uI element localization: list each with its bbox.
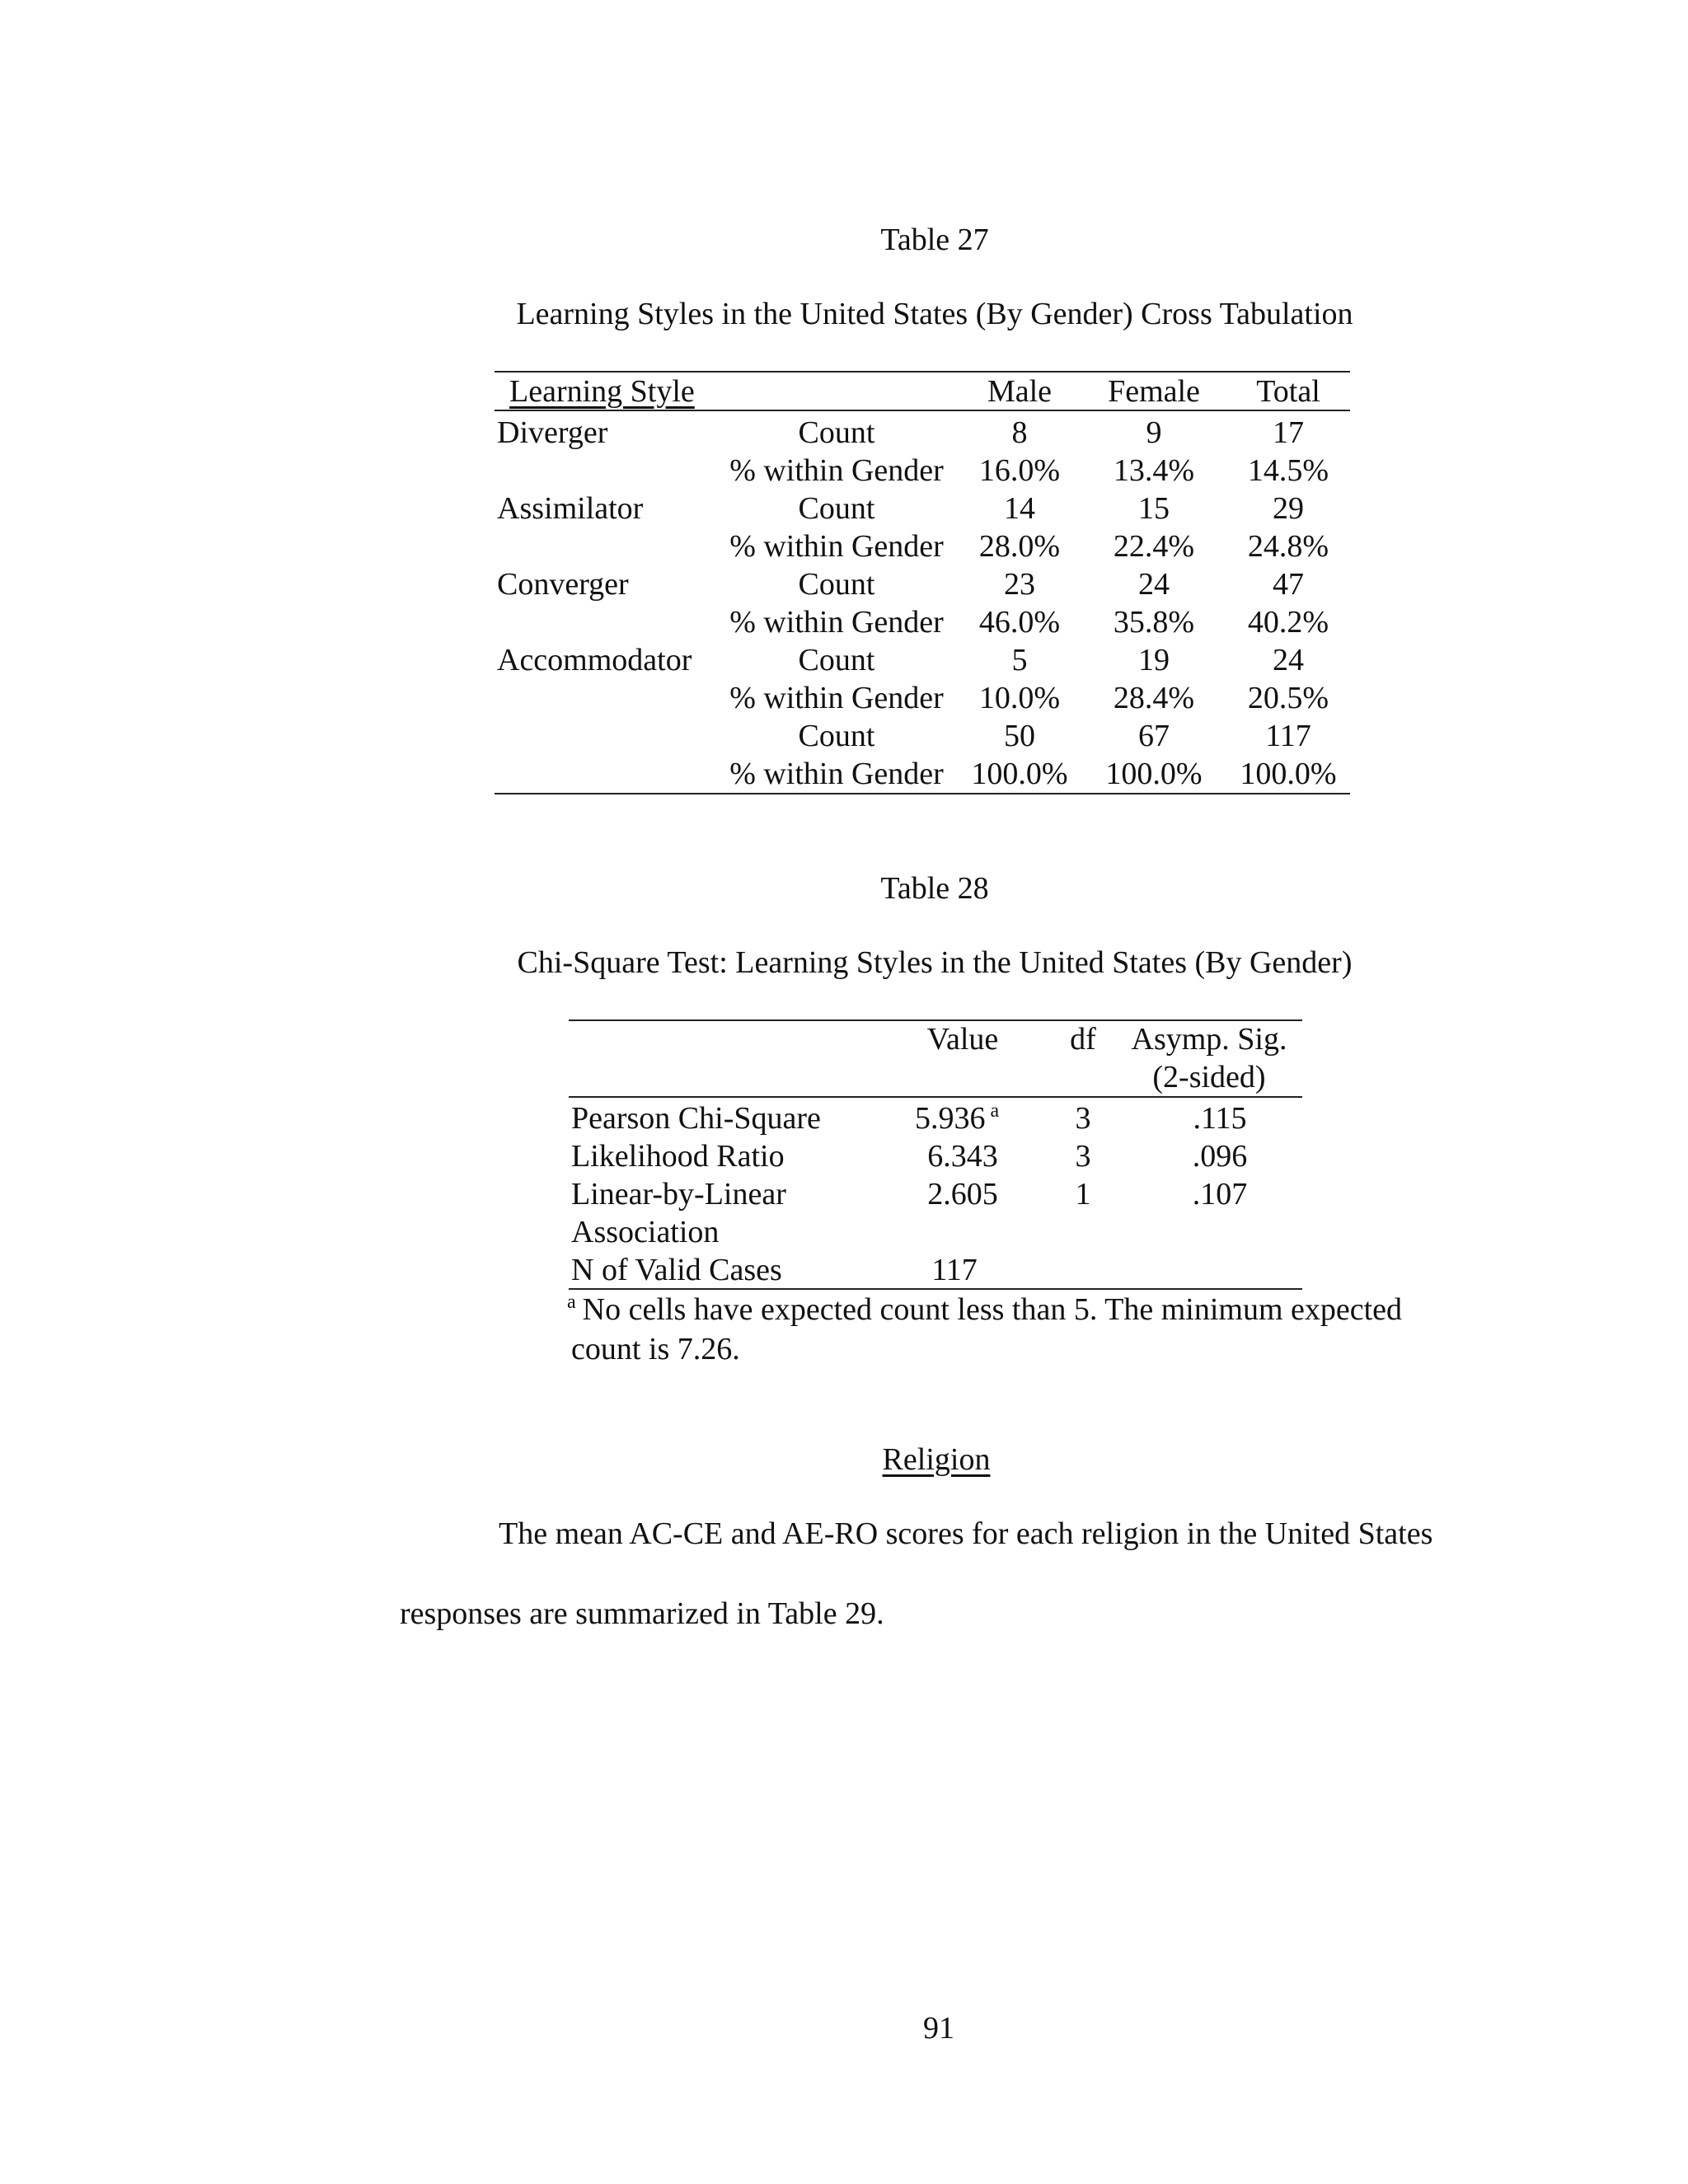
- table28-header-rule: [569, 1096, 1302, 1098]
- body-paragraph-line1: The mean AC-CE and AE-RO scores for each religion in the United States: [499, 1516, 1433, 1551]
- table27-total: 117: [1265, 719, 1311, 753]
- table27-stat: Count: [798, 415, 875, 450]
- table27-total: 100.0%: [1240, 757, 1337, 791]
- table28-label: Likelihood Ratio: [571, 1139, 785, 1174]
- table27-stat: % within Gender: [729, 757, 944, 791]
- table27-female: 35.8%: [1113, 605, 1195, 640]
- table27-stat: Count: [798, 567, 875, 602]
- table28-label: Linear-by-Linear: [571, 1177, 786, 1212]
- table28-sig: .107: [1192, 1177, 1248, 1212]
- table27-male: 16.0%: [978, 453, 1061, 488]
- table27-male: 28.0%: [978, 529, 1061, 564]
- table27-male: 50: [1004, 719, 1035, 753]
- section-heading: Religion: [882, 1442, 991, 1477]
- table27-header-learning-style: Learning Style: [509, 374, 695, 409]
- table28-footnote-line2: count is 7.26.: [571, 1332, 740, 1366]
- table27-total: 40.2%: [1247, 605, 1329, 640]
- table27-male: 5: [1011, 643, 1028, 677]
- table27-stat: Count: [798, 491, 875, 526]
- table28-header-df: df: [1070, 1022, 1096, 1057]
- table27-female: 15: [1138, 491, 1170, 526]
- table27-style: Accommodator: [497, 643, 692, 677]
- table27-style: Assimilator: [497, 491, 644, 526]
- table28-sig: .115: [1193, 1101, 1247, 1136]
- table28-df: 3: [1075, 1139, 1091, 1174]
- table28-bottom-rule: [569, 1288, 1302, 1290]
- table27-female: 9: [1146, 415, 1162, 450]
- table27-total: 14.5%: [1247, 453, 1329, 488]
- table28-df: 1: [1075, 1177, 1091, 1212]
- footnote-marker: a: [567, 1291, 576, 1313]
- table27-female: 28.4%: [1113, 681, 1195, 715]
- table28-header-sig-line1: Asymp. Sig.: [1131, 1022, 1287, 1057]
- table27-style: Converger: [497, 567, 629, 602]
- table27-stat: % within Gender: [729, 605, 944, 640]
- table27-female: 19: [1138, 643, 1170, 677]
- table28-label: N of Valid Cases: [571, 1253, 782, 1287]
- table28-value: 6.343: [927, 1139, 998, 1174]
- table27-male: 46.0%: [978, 605, 1061, 640]
- table27-female: 24: [1138, 567, 1170, 602]
- table28-footnote: $^a$ No cells have expected count less than 5. The minimum expected: [567, 1291, 1403, 1327]
- table28-value: 117: [931, 1253, 978, 1287]
- table28-title: Table 28: [880, 871, 989, 906]
- table28-label: Pearson Chi-Square: [571, 1101, 821, 1136]
- body-paragraph-line2: responses are summarized in Table 29.: [400, 1596, 884, 1631]
- table27-female: 22.4%: [1113, 529, 1195, 564]
- table27-stat: % within Gender: [729, 453, 944, 488]
- table27-stat: % within Gender: [729, 681, 944, 715]
- table28-value: 5.936 $^a$: [915, 1100, 1000, 1136]
- table27-header-female: Female: [1108, 374, 1200, 409]
- table27-female: 13.4%: [1113, 453, 1195, 488]
- table27-total: 24: [1273, 643, 1304, 677]
- table27-bottom-rule: [495, 793, 1350, 794]
- table27-total: 17: [1273, 415, 1304, 450]
- table27-total: 24.8%: [1247, 529, 1329, 564]
- footnote-marker: a: [990, 1100, 1000, 1122]
- table28-header-sig-line2: (2-sided): [1152, 1060, 1266, 1094]
- table27-total: 47: [1273, 567, 1304, 602]
- table27-title: Table 27: [880, 223, 989, 257]
- table27-male: 8: [1011, 415, 1028, 450]
- table27-male: 10.0%: [978, 681, 1061, 715]
- table27-stat: Count: [798, 643, 875, 677]
- table27-header-total: Total: [1256, 374, 1320, 409]
- table28-df: 3: [1075, 1101, 1091, 1136]
- table27-female: 100.0%: [1105, 757, 1203, 791]
- table27-style: Diverger: [497, 415, 608, 450]
- table27-stat: % within Gender: [729, 529, 944, 564]
- page-number: 91: [923, 2011, 954, 2046]
- table27-male: 100.0%: [971, 757, 1068, 791]
- table28-header-value: Value: [926, 1022, 999, 1057]
- table28-sig: .096: [1192, 1139, 1248, 1174]
- table28-caption: Chi-Square Test: Learning Styles in the United States (By Gender): [517, 945, 1353, 980]
- table28-value: 2.605: [927, 1177, 998, 1212]
- table27-total: 29: [1273, 491, 1304, 526]
- table27-caption: Learning Styles in the United States (By Gender) Cross Tabulation: [516, 297, 1353, 331]
- table28-label-line2: Association: [571, 1215, 720, 1249]
- table27-header-male: Male: [987, 374, 1053, 409]
- table27-male: 14: [1004, 491, 1035, 526]
- table27-female: 67: [1138, 719, 1170, 753]
- table27-header-rule: [495, 410, 1350, 411]
- table27-stat: Count: [798, 719, 875, 753]
- table27-male: 23: [1004, 567, 1035, 602]
- table27-total: 20.5%: [1247, 681, 1329, 715]
